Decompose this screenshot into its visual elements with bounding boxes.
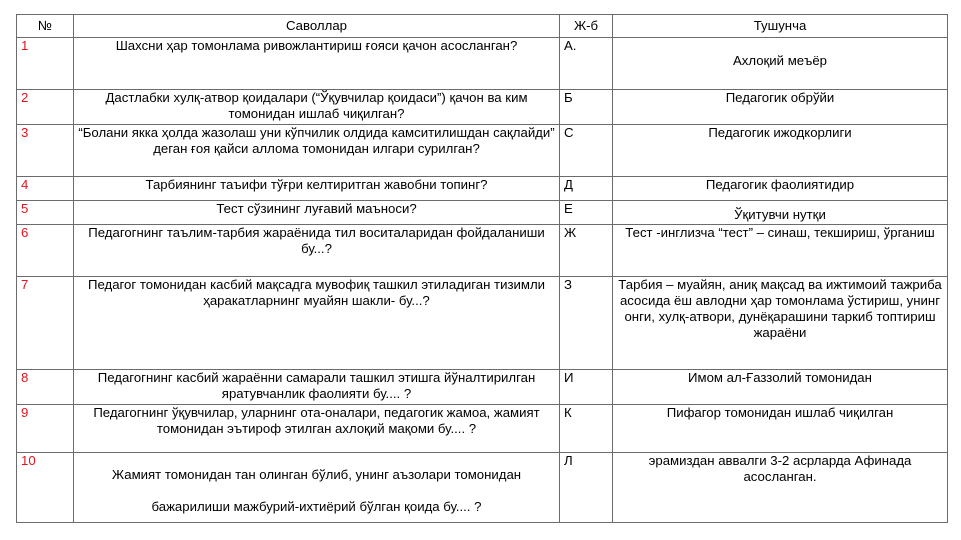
row-number: 8 (17, 370, 74, 405)
header-questions: Саволлар (74, 15, 560, 38)
table-row (17, 177, 948, 201)
row-number: 2 (17, 90, 74, 125)
concept-cell: Педагогик ижодкорлиги (613, 125, 948, 177)
concept-cell: Педагогик обрўйи (613, 90, 948, 125)
answer-letter: З (560, 277, 613, 370)
table-row (17, 370, 948, 405)
concept-cell: Педагогик фаолиятидир (613, 177, 948, 201)
table-row (17, 277, 948, 370)
row-number: 5 (17, 201, 74, 225)
question-cell: “Болани якка ҳолда жазолаш уни кўпчилик олдида камситилишдан сақлайди” деган ғоя қайси аллома томонидан илгари сурилган? (74, 125, 560, 177)
question-cell: Дастлабки хулқ-атвор қоидалари (“Ўқувчилар қоидаси”) қачон ва ким томонидан ишлаб чиқилган? (74, 90, 560, 125)
row-number: 10 (17, 453, 74, 523)
table-row (17, 125, 948, 177)
table-row (17, 405, 948, 453)
question-cell: Тест сўзининг луғавий маъноси? (74, 201, 560, 225)
answer-letter: Е (560, 201, 613, 225)
row-number: 4 (17, 177, 74, 201)
answer-letter: Ж (560, 225, 613, 277)
question-cell: Педагогнинг касбий жараённи самарали ташкил этишга йўналтирилган яратувчанлик фаолияти бу.... ? (74, 370, 560, 405)
concept-cell: Пифагор томонидан ишлаб чиқилган (613, 405, 948, 453)
answer-letter: К (560, 405, 613, 453)
row-number: 6 (17, 225, 74, 277)
question-cell: Педагог томонидан касбий мақсадга мувофиқ ташкил этиладиган тизимли ҳаракатларнинг муайян шакли- бу...? (74, 277, 560, 370)
table-row (17, 201, 948, 225)
answer-letter: И (560, 370, 613, 405)
header-answer: Ж-б (560, 15, 613, 38)
question-line-2: бажарилиши мажбурий-ихтиёрий бўлган қоида бу.... ? (151, 499, 482, 514)
concept-cell: Тарбия – муайян, аниқ мақсад ва ижтимоий тажриба асосида ёш авлодни ҳар томонлама ўстириш, унинг онги, хулқ-атвори, дунёқарашини таркиб топтириш жараёни (613, 277, 948, 370)
row-number: 7 (17, 277, 74, 370)
table-row (17, 90, 948, 125)
table-row (17, 453, 948, 523)
answer-letter: Л (560, 453, 613, 523)
concept-cell: эрамиздан аввалги 3-2 асрларда Афинада асосланган. (613, 453, 948, 523)
row-number: 1 (17, 38, 74, 90)
row-number: 9 (17, 405, 74, 453)
question-cell: Шахсни ҳар томонлама ривожлантириш ғояси қачон асосланган? (74, 38, 560, 90)
answer-letter: А. (560, 38, 613, 90)
header-number: № (17, 15, 74, 38)
concept-cell: Ўқитувчи нутқи (613, 201, 948, 225)
question-cell: Педагогнинг таълим-тарбия жараёнида тил воситаларидан фойдаланиши бу...? (74, 225, 560, 277)
concept-cell: Имом ал-Ғаззолий томонидан (613, 370, 948, 405)
question-cell (74, 453, 560, 523)
answer-letter: Б (560, 90, 613, 125)
table-row (17, 38, 948, 90)
row-number: 3 (17, 125, 74, 177)
question-cell: Тарбиянинг таъифи тўғри келтиритган жавобни топинг? (74, 177, 560, 201)
question-line-1: Жамият томонидан тан олинган бўлиб, унинг аъзолари томонидан (111, 467, 522, 482)
concept-cell: Ахлоқий меъёр (613, 38, 948, 90)
header-concept: Тушунча (613, 15, 948, 38)
answer-letter: Д (560, 177, 613, 201)
answer-letter: С (560, 125, 613, 177)
question-cell: Педагогнинг ўқувчилар, уларнинг ота-оналари, педагогик жамоа, жамият томонидан эътироф этилган ахлоқий мақоми бу.... ? (74, 405, 560, 453)
table-row (17, 225, 948, 277)
table-header-row (17, 15, 948, 38)
concept-cell: Тест -инглизча “тест” – синаш, текшириш, ўрганиш (613, 225, 948, 277)
questions-table (16, 14, 948, 523)
